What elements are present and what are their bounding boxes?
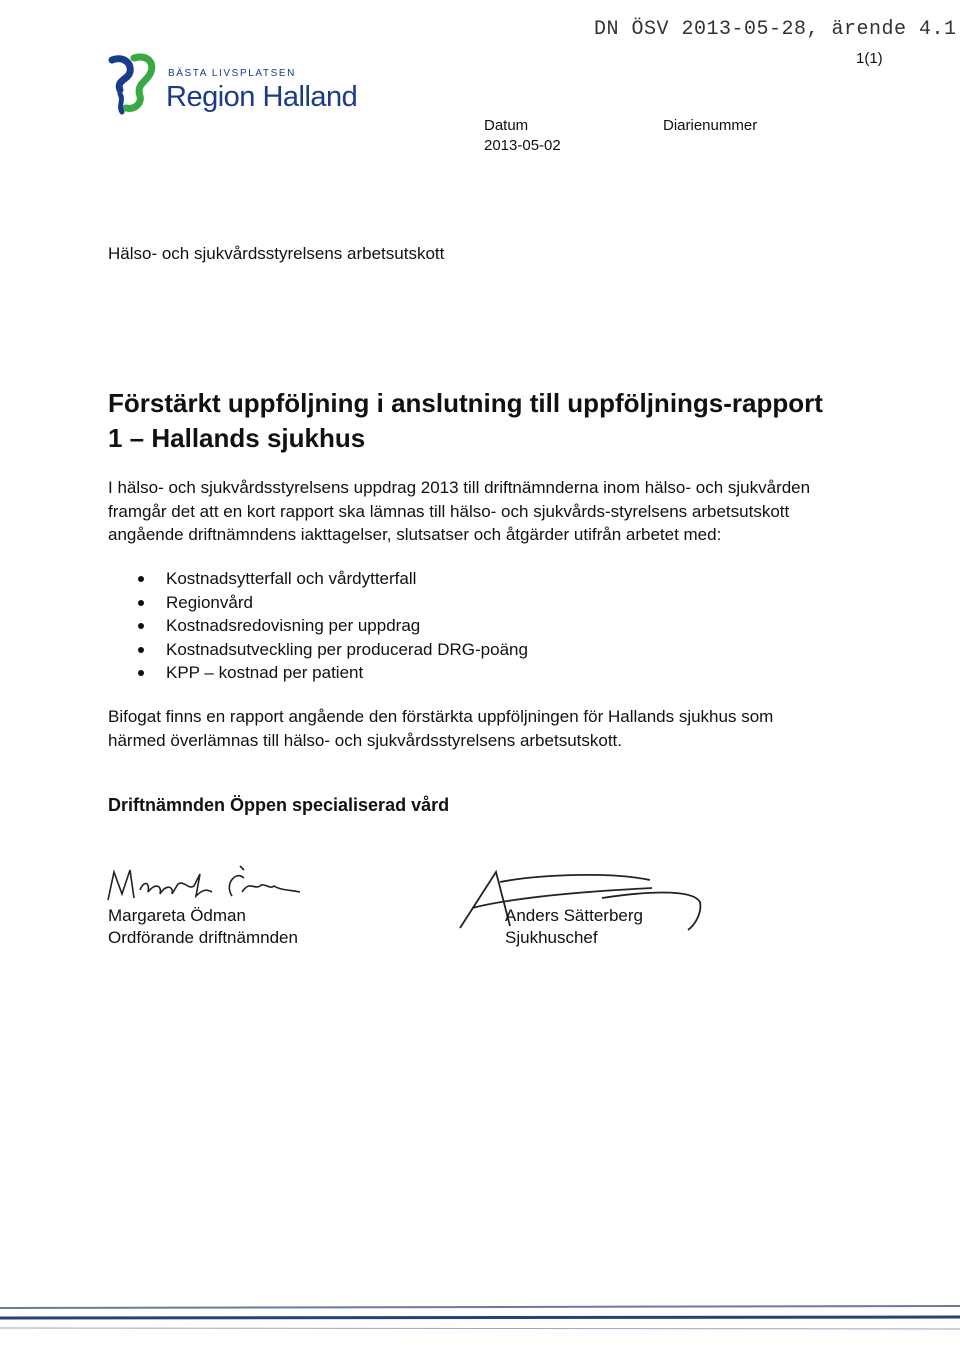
- document-title: Förstärkt uppföljning i anslutning till uppföljnings-rapport 1 – Hallands sjukhus: [108, 388, 823, 453]
- signatory-1: [108, 905, 298, 949]
- list-item: KPP – kostnad per patient: [108, 661, 528, 685]
- logo-name: Region Halland: [166, 81, 358, 113]
- logo-tagline: BÄSTA LIVSPLATSEN: [168, 68, 296, 79]
- list-item: Regionvård: [108, 591, 528, 615]
- diarienummer-label: Diarienummer: [663, 117, 758, 134]
- list-item: Kostnadsytterfall och vårdytterfall: [108, 567, 528, 591]
- signatory-1-name: Margareta Ödman: [108, 906, 246, 925]
- signatory-2: [505, 905, 643, 949]
- closing-paragraph: Bifogat finns en rapport angående den förstärkta uppföljningen för Hallands sjukhus som härmed överlämnas till hälso- och sjukvårdsstyrelsens arbetsutskott.: [108, 707, 774, 750]
- case-stamp: DN ÖSV 2013-05-28, ärende 4.1: [594, 18, 957, 41]
- datum-value: 2013-05-02: [484, 137, 561, 154]
- bullet-icon: [138, 670, 144, 676]
- signatory-2-role: Sjukhuschef: [505, 928, 598, 947]
- page-number: 1(1): [856, 50, 883, 67]
- signature-odman-icon: [104, 860, 304, 910]
- intro-paragraph: I hälso- och sjukvårdsstyrelsens uppdrag 2013 till driftnämnderna inom hälso- och sjukvården framgår det att en kort rapport ska lämnas till hälso- och sjukvårds-styrelsens arbetsutskott angående driftnämndens iakttagelser, slutsatser och åtgärder utifrån arbetet med:: [108, 478, 811, 545]
- signatory-2-name: Anders Sätterberg: [505, 906, 643, 925]
- list-item: Kostnadsutveckling per producerad DRG-poäng: [108, 638, 528, 662]
- addressee: Hälso- och sjukvårdsstyrelsens arbetsutskott: [108, 244, 445, 263]
- signatory-1-role: Ordförande driftnämnden: [108, 928, 298, 947]
- datum-label: Datum: [484, 117, 529, 134]
- bullet-icon: [138, 623, 144, 629]
- bullet-icon: [138, 647, 144, 653]
- region-halland-logo-icon: [106, 50, 164, 116]
- bullet-list: [108, 567, 528, 685]
- list-item: Kostnadsredovisning per uppdrag: [108, 614, 528, 638]
- scan-edge-artifact: [0, 1296, 960, 1336]
- region-halland-logo: [106, 50, 376, 120]
- bullet-icon: [138, 600, 144, 606]
- committee-name: Driftnämnden Öppen specialiserad vård: [108, 795, 450, 815]
- bullet-icon: [138, 576, 144, 582]
